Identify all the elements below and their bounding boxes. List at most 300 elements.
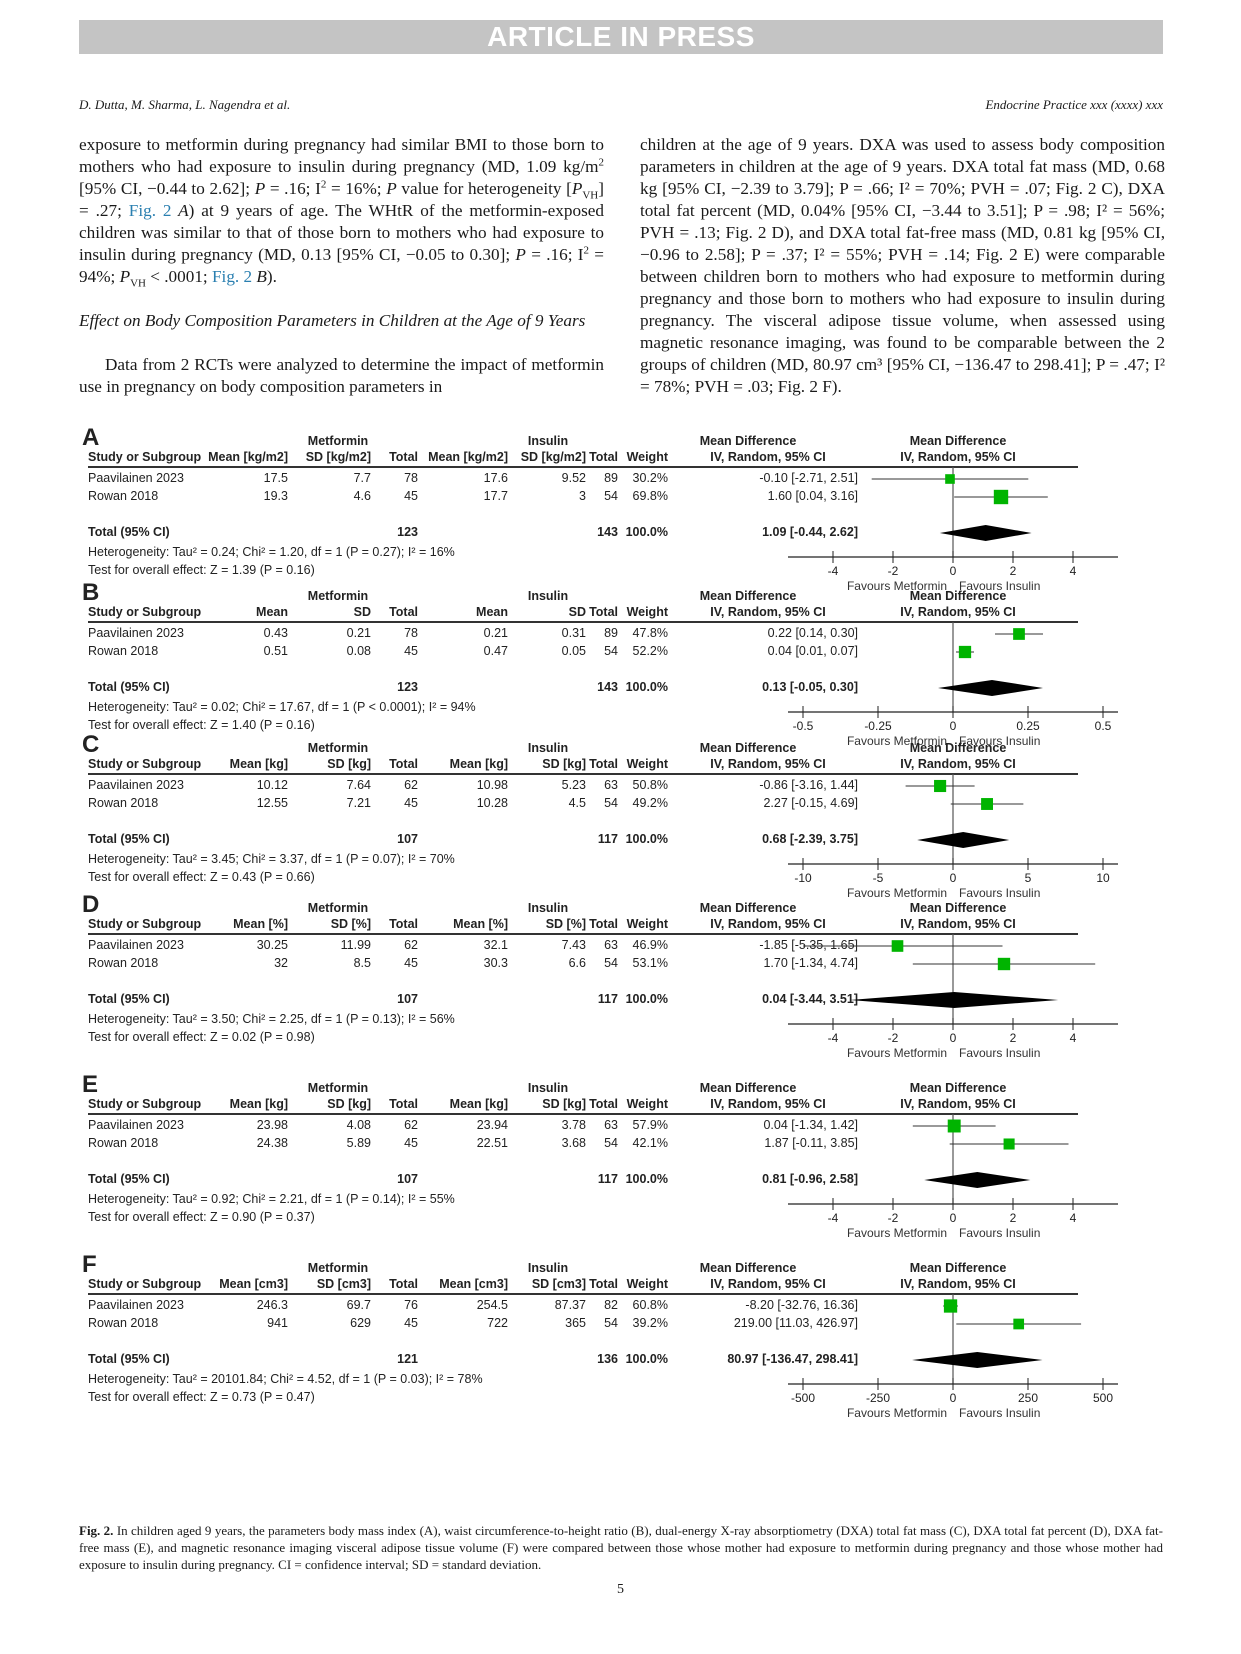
column-header-ins-total: Total	[589, 450, 618, 464]
column-header-study: Study or Subgroup	[88, 605, 202, 619]
study-ins-total: 54	[604, 644, 618, 658]
caption-text: In children aged 9 years, the parameters body mass index (A), waist circumference-to-height ratio (B), dual-energy X-ray absorptiometry (DXA) total fat mass (C), DXA total fat percent (D), DXA fat-free mass (E), and magnetic resonance imaging visceral adipose tissue volume (F) were compared between those whose mother had exposure to metformin during pregnancy and those whose mother had exposure to insulin during pregnancy. CI = confidence interval; SD = standard deviation.	[79, 1523, 1163, 1572]
study-square	[1013, 628, 1025, 640]
left-paragraph-2: Data from 2 RCTs were analyzed to determine the impact of metformin use in pregnancy on body composition parameters in	[79, 355, 604, 396]
text-segment: P	[254, 179, 266, 198]
group-header-mean-difference: Mean Difference	[699, 1081, 797, 1095]
study-weight: 49.2%	[632, 796, 668, 810]
study-ins-total: 89	[604, 626, 618, 640]
study-name: Paavilainen 2023	[88, 626, 184, 640]
study-square	[945, 474, 955, 484]
total-insulin: 136	[597, 1352, 618, 1366]
study-met-total: 45	[404, 956, 418, 970]
study-ins-sd: 0.05	[561, 644, 586, 658]
x-tick-label: -0.25	[864, 719, 892, 733]
study-ins-total: 89	[604, 471, 618, 485]
column-header-ins-total: Total	[589, 917, 618, 931]
column-header-ins-total: Total	[589, 757, 618, 771]
total-label: Total (95% CI)	[88, 680, 170, 694]
study-met-mean: 10.12	[256, 778, 288, 792]
total-weight: 100.0%	[625, 1352, 668, 1366]
x-tick-label: 500	[1092, 1391, 1114, 1405]
column-header-met-total: Total	[389, 757, 418, 771]
group-header-metformin: Metformin	[307, 589, 369, 603]
column-header-study: Study or Subgroup	[88, 1277, 202, 1291]
panel-letter: A	[82, 424, 100, 451]
panel-letter: B	[82, 579, 100, 606]
study-met-mean: 12.55	[256, 796, 288, 810]
favours-metformin-label: Favours Metformin	[846, 886, 947, 900]
column-header-met-sd: SD [%]	[330, 917, 371, 931]
study-md-ci: 0.04 [0.01, 0.07]	[767, 644, 858, 658]
column-header-met-mean: Mean [kg]	[229, 757, 288, 771]
x-tick-label: 0.5	[1094, 719, 1112, 733]
heterogeneity-text: Heterogeneity: Tau² = 0.92; Chi² = 2.21, df = 1 (P = 0.14); I² = 55%	[88, 1192, 455, 1206]
total-md-ci: 0.04 [-3.44, 3.51]	[762, 992, 858, 1006]
x-tick-label: 0.25	[1016, 719, 1040, 733]
study-met-total: 78	[404, 626, 418, 640]
column-header-met-sd: SD [cm3]	[316, 1277, 371, 1291]
study-ins-sd: 87.37	[554, 1298, 586, 1312]
x-tick-label: -4	[827, 564, 839, 578]
forest-panel-c	[82, 731, 1110, 900]
study-met-mean: 19.3	[263, 489, 288, 503]
study-ins-mean: 722	[487, 1316, 508, 1330]
column-header-met-sd: SD [kg/m2]	[305, 450, 371, 464]
study-ins-total: 54	[604, 1316, 618, 1330]
x-tick-label: -250	[865, 1391, 891, 1405]
study-met-mean: 17.5	[263, 471, 288, 485]
heterogeneity-text: Heterogeneity: Tau² = 0.02; Chi² = 17.67, df = 1 (P < 0.0001); I² = 94%	[88, 700, 476, 714]
total-insulin: 143	[597, 680, 618, 694]
forest-panel-a	[82, 424, 1108, 593]
x-tick-label: -2	[887, 564, 899, 578]
study-ins-sd: 0.31	[561, 626, 586, 640]
study-met-sd: 4.08	[346, 1118, 371, 1132]
group-header-insulin: Insulin	[527, 741, 569, 755]
column-header-weight: Weight	[626, 1277, 668, 1291]
study-met-sd: 629	[350, 1316, 371, 1330]
column-header-study: Study or Subgroup	[88, 450, 202, 464]
study-weight: 53.1%	[632, 956, 668, 970]
study-ins-sd: 3.78	[561, 1118, 586, 1132]
total-weight: 100.0%	[625, 525, 668, 539]
column-header-md-ci: IV, Random, 95% CI	[710, 1277, 826, 1291]
column-header-ins-mean: Mean [kg/m2]	[428, 450, 508, 464]
section-heading: Effect on Body Composition Parameters in Children at the Age of 9 Years	[79, 311, 586, 330]
column-header-md-ci: IV, Random, 95% CI	[710, 917, 826, 931]
group-header-metformin: Metformin	[307, 741, 369, 755]
group-header-mean-difference: Mean Difference	[699, 741, 797, 755]
study-name: Rowan 2018	[88, 1316, 159, 1330]
study-square	[948, 1120, 961, 1133]
study-met-sd: 7.21	[346, 796, 371, 810]
column-header-md-ci: IV, Random, 95% CI	[710, 605, 826, 619]
study-square	[934, 780, 946, 792]
favours-insulin-label: Favours Insulin	[959, 1226, 1041, 1240]
study-ins-sd: 365	[565, 1316, 586, 1330]
total-label: Total (95% CI)	[88, 525, 170, 539]
column-header-ins-mean: Mean [kg]	[449, 1097, 508, 1111]
column-header-ins-sd: SD [kg]	[542, 757, 586, 771]
study-met-mean: 32	[274, 956, 288, 970]
total-metformin: 121	[397, 1352, 418, 1366]
favours-insulin-label: Favours Insulin	[959, 579, 1041, 593]
group-header-mean-difference: Mean Difference	[699, 1261, 797, 1275]
favours-metformin-label: Favours Metformin	[846, 734, 947, 748]
study-met-mean: 0.43	[263, 626, 288, 640]
study-met-sd: 11.99	[340, 938, 371, 952]
column-header-ins-sd: SD [kg]	[542, 1097, 586, 1111]
overall-effect-text: Test for overall effect: Z = 1.39 (P = 0.16)	[88, 563, 315, 577]
group-header-mean-difference-plot: Mean Difference	[909, 434, 1007, 448]
x-tick-label: -2	[887, 1031, 899, 1045]
panel-letter: C	[82, 731, 100, 758]
column-header-ins-mean: Mean [kg]	[449, 757, 508, 771]
column-header-met-mean: Mean	[256, 605, 288, 619]
caption-label: Fig. 2.	[79, 1523, 114, 1538]
column-header-study: Study or Subgroup	[88, 757, 202, 771]
heterogeneity-text: Heterogeneity: Tau² = 3.50; Chi² = 2.25, df = 1 (P = 0.13); I² = 56%	[88, 1012, 455, 1026]
text-segment: = 16%;	[326, 179, 387, 198]
study-ins-mean: 17.6	[483, 471, 508, 485]
text-segment: P	[515, 245, 526, 264]
total-md-ci: 0.68 [-2.39, 3.75]	[762, 832, 858, 846]
column-header-met-total: Total	[389, 450, 418, 464]
study-ins-sd: 4.5	[568, 796, 586, 810]
heterogeneity-text: Heterogeneity: Tau² = 3.45; Chi² = 3.37, df = 1 (P = 0.07); I² = 70%	[88, 852, 455, 866]
study-ins-total: 63	[604, 778, 618, 792]
column-header-met-mean: Mean [kg]	[229, 1097, 288, 1111]
total-label: Total (95% CI)	[88, 832, 170, 846]
column-header-md-ci: IV, Random, 95% CI	[710, 1097, 826, 1111]
study-ins-sd: 9.52	[561, 471, 586, 485]
x-tick-label: 0	[949, 719, 957, 733]
study-met-mean: 246.3	[256, 1298, 288, 1312]
study-met-mean: 30.25	[256, 938, 288, 952]
column-header-met-total: Total	[389, 917, 418, 931]
study-name: Rowan 2018	[88, 796, 159, 810]
column-header-plot-ci: IV, Random, 95% CI	[900, 450, 1016, 464]
panel-letter: D	[82, 891, 100, 918]
left-paragraph-1	[79, 134, 604, 288]
group-header-mean-difference-plot: Mean Difference	[909, 1261, 1007, 1275]
column-header-weight: Weight	[626, 1097, 668, 1111]
column-header-met-sd: SD [kg]	[327, 1097, 371, 1111]
study-md-ci: -8.20 [-32.76, 16.36]	[745, 1298, 858, 1312]
figure-caption	[79, 1522, 1163, 1573]
text-segment: = .16; I	[265, 179, 321, 198]
pooled-diamond	[924, 1172, 1030, 1188]
study-ins-mean: 0.21	[483, 626, 508, 640]
study-met-sd: 8.5	[353, 956, 371, 970]
study-square	[959, 646, 971, 658]
study-met-sd: 5.89	[346, 1136, 371, 1150]
panel-letter: E	[82, 1071, 99, 1098]
heterogeneity-text: Heterogeneity: Tau² = 0.24; Chi² = 1.20, df = 1 (P = 0.27); I² = 16%	[88, 545, 455, 559]
total-md-ci: 80.97 [-136.47, 298.41]	[727, 1352, 858, 1366]
column-header-weight: Weight	[626, 605, 668, 619]
study-weight: 46.9%	[632, 938, 668, 952]
study-ins-mean: 254.5	[476, 1298, 508, 1312]
column-header-met-sd: SD	[353, 605, 371, 619]
text-segment: = 94%;	[79, 245, 604, 286]
column-header-met-total: Total	[389, 1277, 418, 1291]
favours-insulin-label: Favours Insulin	[959, 1406, 1041, 1420]
study-name: Paavilainen 2023	[88, 1118, 184, 1132]
favours-metformin-label: Favours Metformin	[846, 1046, 947, 1060]
study-square	[1013, 1319, 1024, 1330]
pooled-diamond	[912, 1352, 1042, 1368]
group-header-mean-difference: Mean Difference	[699, 434, 797, 448]
column-header-ins-sd: SD [kg/m2]	[520, 450, 586, 464]
total-weight: 100.0%	[625, 992, 668, 1006]
favours-metformin-label: Favours Metformin	[846, 579, 947, 593]
study-met-total: 62	[404, 778, 418, 792]
study-name: Paavilainen 2023	[88, 938, 184, 952]
text-segment: P	[119, 267, 131, 286]
study-met-sd: 4.6	[353, 489, 371, 503]
x-tick-label: 2	[1009, 1031, 1017, 1045]
study-square	[892, 940, 904, 952]
text-segment: = .16; I	[525, 245, 584, 264]
x-tick-label: 0	[949, 1211, 957, 1225]
total-insulin: 117	[597, 992, 618, 1006]
x-tick-label: -2	[887, 1211, 899, 1225]
column-header-met-mean: Mean [%]	[233, 917, 288, 931]
text-segment: ) at 9 years of age. The WHtR of the metformin-exposed children was similar to that of those born to mothers who had exposure to insulin during pregnancy (MD, 0.13 [95% CI, −0.05 to 0.30];	[79, 201, 604, 264]
column-header-ins-total: Total	[589, 1277, 618, 1291]
overall-effect-text: Test for overall effect: Z = 0.90 (P = 0.37)	[88, 1210, 315, 1224]
column-header-plot-ci: IV, Random, 95% CI	[900, 757, 1016, 771]
study-met-total: 45	[404, 796, 418, 810]
column-header-md-ci: IV, Random, 95% CI	[710, 450, 826, 464]
x-tick-label: -4	[827, 1031, 839, 1045]
x-tick-label: 0	[949, 1031, 957, 1045]
group-header-metformin: Metformin	[307, 1261, 369, 1275]
article-in-press-banner: ARTICLE IN PRESS	[79, 20, 1163, 54]
column-header-ins-total: Total	[589, 605, 618, 619]
total-weight: 100.0%	[625, 1172, 668, 1186]
column-header-study: Study or Subgroup	[88, 917, 202, 931]
total-weight: 100.0%	[625, 680, 668, 694]
study-met-mean: 23.98	[256, 1118, 288, 1132]
study-met-sd: 0.08	[346, 644, 371, 658]
total-md-ci: 1.09 [-0.44, 2.62]	[762, 525, 858, 539]
overall-effect-text: Test for overall effect: Z = 0.02 (P = 0.98)	[88, 1030, 315, 1044]
column-header-ins-mean: Mean [cm3]	[439, 1277, 508, 1291]
x-tick-label: -10	[794, 871, 812, 885]
forest-plot-d	[788, 934, 1118, 1084]
study-weight: 69.8%	[632, 489, 668, 503]
column-header-ins-mean: Mean	[476, 605, 508, 619]
column-header-ins-mean: Mean [%]	[453, 917, 508, 931]
column-header-md-ci: IV, Random, 95% CI	[710, 757, 826, 771]
study-met-total: 78	[404, 471, 418, 485]
favours-insulin-label: Favours Insulin	[959, 1046, 1041, 1060]
x-tick-label: 10	[1096, 871, 1110, 885]
text-segment: P	[386, 179, 397, 198]
column-header-weight: Weight	[626, 917, 668, 931]
study-md-ci: 2.27 [-0.15, 4.69]	[763, 796, 858, 810]
overall-effect-text: Test for overall effect: Z = 0.43 (P = 0.66)	[88, 870, 315, 884]
text-segment: [95% CI, −0.44 to 2.62];	[79, 179, 255, 198]
column-header-plot-ci: IV, Random, 95% CI	[900, 1277, 1016, 1291]
x-tick-label: 0	[949, 871, 957, 885]
group-header-mean-difference-plot: Mean Difference	[909, 589, 1007, 603]
study-ins-mean: 0.47	[483, 644, 508, 658]
study-md-ci: 1.87 [-0.11, 3.85]	[764, 1136, 858, 1150]
column-header-ins-sd: SD [cm3]	[531, 1277, 586, 1291]
study-square	[994, 490, 1008, 504]
forest-panel-f	[82, 1251, 1114, 1420]
study-md-ci: 0.04 [-1.34, 1.42]	[763, 1118, 858, 1132]
column-header-met-total: Total	[389, 1097, 418, 1111]
pooled-diamond	[938, 680, 1043, 696]
study-ins-mean: 32.1	[483, 938, 508, 952]
total-metformin: 107	[397, 992, 418, 1006]
text-segment: B	[252, 267, 267, 286]
overall-effect-text: Test for overall effect: Z = 0.73 (P = 0.47)	[88, 1390, 315, 1404]
text-segment: VH	[130, 277, 146, 290]
study-ins-mean: 23.94	[476, 1118, 508, 1132]
study-met-total: 76	[404, 1298, 418, 1312]
study-md-ci: -0.10 [-2.71, 2.51]	[759, 471, 858, 485]
study-met-sd: 7.64	[346, 778, 371, 792]
x-tick-label: 2	[1009, 564, 1017, 578]
study-square	[1004, 1138, 1015, 1149]
group-header-mean-difference: Mean Difference	[699, 901, 797, 915]
group-header-mean-difference: Mean Difference	[699, 589, 797, 603]
study-name: Rowan 2018	[88, 644, 159, 658]
group-header-metformin: Metformin	[307, 434, 369, 448]
total-metformin: 107	[397, 1172, 418, 1186]
right-paragraph-1: children at the age of 9 years. DXA was used to assess body composition parameters in children at the age of 9 years. DXA total fat mass (MD, 0.68 kg [95% CI, −2.39 to 3.79]; P = .66; I² = 70%; PVH = .07; Fig. 2 C), DXA total fat percent (MD, 0.04% [95% CI, −3.44 to 3.51]; P = .98; I² = 56%; PVH = .13; Fig. 2 D), and DXA total fat-free mass (MD, 0.81 kg [95% CI, −0.96 to 2.58]; P = .37; I² = 55%; PVH = .14; Fig. 2 E) were comparable between children born to mothers who had exposure to metformin during pregnancy and those born to mothers who had exposure to insulin during pregnancy. The visceral adipose tissue volume, when assessed using magnetic resonance imaging, was found to be comparable between the 2 groups of children (MD, 80.97 cm³ [95% CI, −136.47 to 298.41]; P = .47; I² = 78%; PVH = .03; Fig. 2 F).	[640, 135, 1165, 396]
x-tick-label: 2	[1009, 1211, 1017, 1225]
study-ins-mean: 10.98	[476, 778, 508, 792]
running-head-journal: Endocrine Practice xxx (xxxx) xxx	[985, 97, 1163, 112]
study-weight: 50.8%	[632, 778, 668, 792]
panel-letter: F	[82, 1251, 97, 1278]
study-ins-sd: 3.68	[561, 1136, 586, 1150]
pooled-diamond	[917, 832, 1009, 848]
x-tick-label: -0.5	[792, 719, 814, 733]
column-header-met-sd: SD [kg]	[327, 757, 371, 771]
column-header-weight: Weight	[626, 450, 668, 464]
study-met-mean: 941	[267, 1316, 288, 1330]
study-met-mean: 0.51	[263, 644, 288, 658]
x-tick-label: 4	[1069, 1031, 1077, 1045]
study-ins-mean: 10.28	[476, 796, 508, 810]
page-number: 5	[617, 1582, 624, 1597]
column-header-plot-ci: IV, Random, 95% CI	[900, 605, 1016, 619]
study-ins-total: 54	[604, 1136, 618, 1150]
column-header-study: Study or Subgroup	[88, 1097, 202, 1111]
study-met-total: 62	[404, 938, 418, 952]
group-header-metformin: Metformin	[307, 1081, 369, 1095]
study-md-ci: -0.86 [-3.16, 1.44]	[759, 778, 858, 792]
study-met-mean: 24.38	[256, 1136, 288, 1150]
right-column	[640, 134, 1165, 398]
study-met-total: 45	[404, 644, 418, 658]
text-segment: < .0001;	[145, 267, 212, 286]
figure-link[interactable]: Fig. 2	[212, 267, 253, 286]
favours-insulin-label: Favours Insulin	[959, 734, 1041, 748]
x-tick-label: 0	[949, 564, 957, 578]
study-weight: 42.1%	[632, 1136, 668, 1150]
forest-plot-e	[788, 1114, 1118, 1264]
group-header-metformin: Metformin	[307, 901, 369, 915]
study-weight: 60.8%	[632, 1298, 668, 1312]
study-ins-total: 54	[604, 489, 618, 503]
study-weight: 47.8%	[632, 626, 668, 640]
study-ins-mean: 17.7	[483, 489, 508, 503]
study-met-sd: 7.7	[353, 471, 371, 485]
text-segment: 2	[598, 156, 604, 169]
forest-plot-f	[788, 1294, 1118, 1444]
text-segment: VH	[582, 189, 599, 202]
total-weight: 100.0%	[625, 832, 668, 846]
study-ins-mean: 22.51	[476, 1136, 508, 1150]
column-header-plot-ci: IV, Random, 95% CI	[900, 1097, 1016, 1111]
column-header-met-mean: Mean [cm3]	[219, 1277, 288, 1291]
study-name: Rowan 2018	[88, 489, 159, 503]
study-met-total: 45	[404, 1316, 418, 1330]
pooled-diamond	[850, 992, 1059, 1008]
study-md-ci: 0.22 [0.14, 0.30]	[767, 626, 858, 640]
total-md-ci: 0.81 [-0.96, 2.58]	[762, 1172, 858, 1186]
total-insulin: 117	[597, 1172, 618, 1186]
column-header-met-total: Total	[389, 605, 418, 619]
study-weight: 52.2%	[632, 644, 668, 658]
total-metformin: 107	[397, 832, 418, 846]
study-ins-total: 54	[604, 796, 618, 810]
study-weight: 39.2%	[632, 1316, 668, 1330]
figure-link[interactable]: Fig. 2	[128, 201, 172, 220]
study-md-ci: 1.60 [0.04, 3.16]	[767, 489, 858, 503]
text-segment: 2	[320, 178, 327, 191]
group-header-insulin: Insulin	[527, 589, 569, 603]
group-header-mean-difference-plot: Mean Difference	[909, 741, 1007, 755]
forest-panel-e	[82, 1071, 1108, 1240]
study-ins-total: 82	[604, 1298, 618, 1312]
study-md-ci: 219.00 [11.03, 426.97]	[733, 1316, 858, 1330]
total-insulin: 117	[597, 832, 618, 846]
total-label: Total (95% CI)	[88, 1172, 170, 1186]
study-ins-sd: 5.23	[561, 778, 586, 792]
study-ins-sd: 6.6	[568, 956, 586, 970]
column-header-weight: Weight	[626, 757, 668, 771]
study-name: Paavilainen 2023	[88, 471, 184, 485]
total-md-ci: 0.13 [-0.05, 0.30]	[762, 680, 858, 694]
group-header-mean-difference-plot: Mean Difference	[909, 1081, 1007, 1095]
study-ins-total: 63	[604, 938, 618, 952]
group-header-insulin: Insulin	[527, 434, 569, 448]
heterogeneity-text: Heterogeneity: Tau² = 20101.84; Chi² = 4.52, df = 1 (P = 0.03); I² = 78%	[88, 1372, 483, 1386]
study-square	[944, 1299, 957, 1312]
column-header-ins-sd: SD	[568, 605, 586, 619]
study-name: Rowan 2018	[88, 1136, 159, 1150]
study-met-sd: 0.21	[346, 626, 371, 640]
group-header-insulin: Insulin	[527, 1081, 569, 1095]
x-tick-label: -4	[827, 1211, 839, 1225]
study-md-ci: -1.85 [-5.35, 1.65]	[759, 938, 858, 952]
total-label: Total (95% CI)	[88, 992, 170, 1006]
group-header-mean-difference-plot: Mean Difference	[909, 901, 1007, 915]
study-ins-total: 54	[604, 956, 618, 970]
running-head-authors: D. Dutta, M. Sharma, L. Nagendra et al.	[79, 97, 291, 112]
column-header-plot-ci: IV, Random, 95% CI	[900, 917, 1016, 931]
